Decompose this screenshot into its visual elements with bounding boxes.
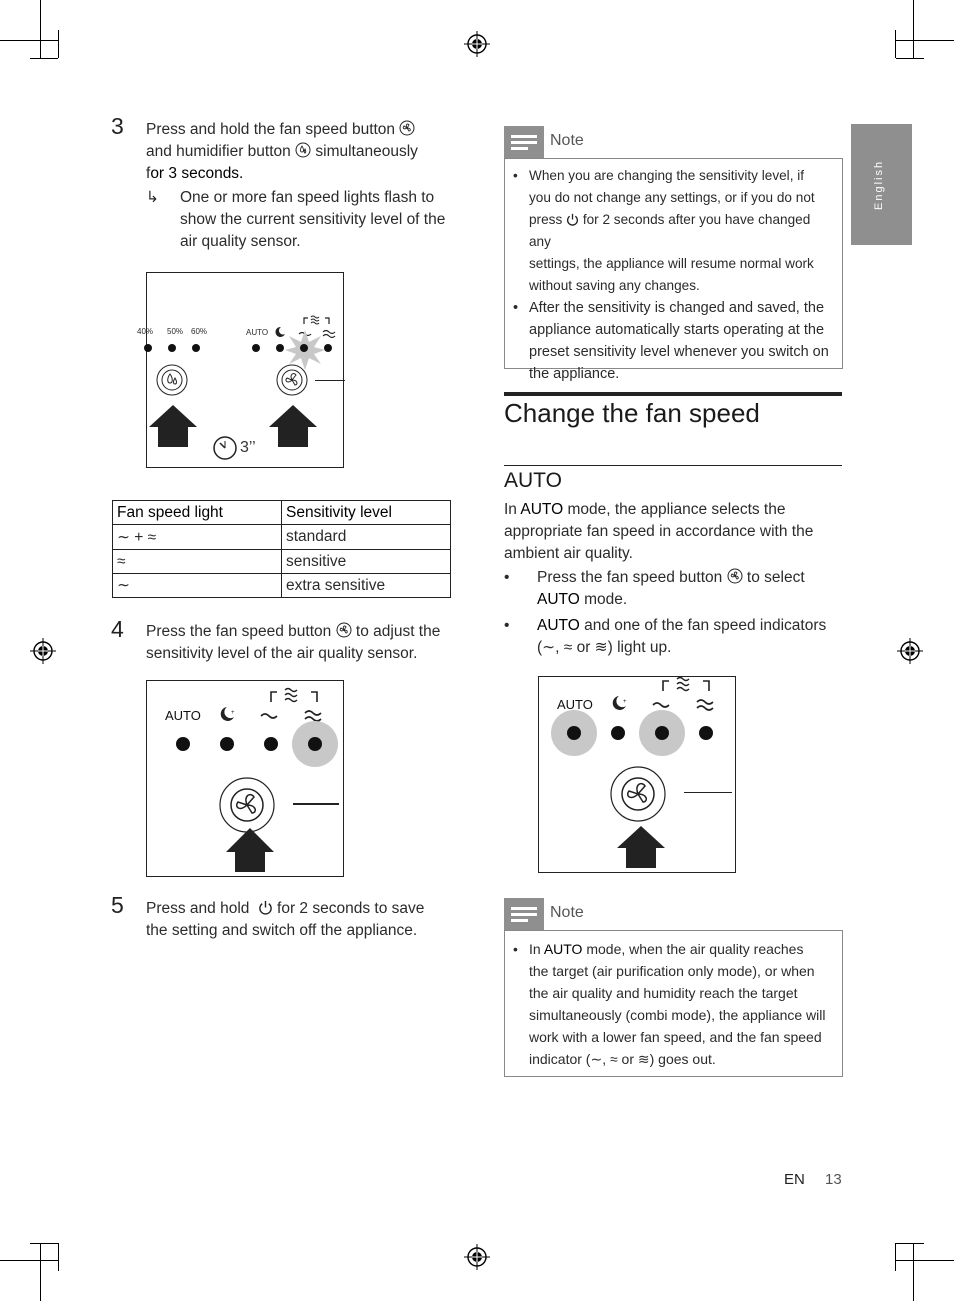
press-arrow-icon bbox=[149, 405, 197, 447]
indicator-light-active bbox=[567, 726, 581, 740]
crop-mark bbox=[40, 1243, 41, 1301]
indicator-light bbox=[611, 726, 625, 740]
fan-button-icon bbox=[399, 120, 415, 136]
press-arrow-icon bbox=[617, 826, 665, 868]
humidifier-button-icon bbox=[295, 142, 311, 158]
table-row bbox=[113, 550, 451, 574]
table-header: Fan speed light bbox=[113, 501, 282, 525]
note-line: settings, the appliance will resume normal work bbox=[529, 256, 814, 271]
bullet-dot: • bbox=[504, 569, 510, 586]
note-line: work with a lower fan speed, and the fan speed bbox=[529, 1029, 822, 1045]
fan-button-icon bbox=[276, 364, 308, 396]
subsection-title: AUTO bbox=[504, 469, 562, 492]
section-paragraph bbox=[504, 499, 844, 565]
table-header-row bbox=[113, 501, 451, 525]
control-panel-diagram-auto bbox=[538, 676, 736, 873]
crop-mark bbox=[30, 1243, 58, 1244]
indicator-light-active bbox=[308, 737, 322, 751]
bullet-dot: • bbox=[513, 300, 519, 316]
language-side-tab bbox=[851, 124, 912, 245]
section-bullet bbox=[504, 615, 849, 659]
table-row bbox=[113, 574, 451, 598]
note-line: for 2 seconds after you have changed any bbox=[529, 212, 811, 249]
language-label: English bbox=[873, 159, 885, 210]
bullet2-auto: AUTO bbox=[537, 617, 580, 634]
note-title: Note bbox=[550, 904, 584, 921]
note-box bbox=[504, 158, 843, 382]
crop-mark bbox=[0, 40, 58, 41]
table-cell-light: ∼ + ≈ bbox=[113, 525, 282, 550]
crop-mark bbox=[896, 40, 954, 41]
note-auto: AUTO bbox=[543, 941, 583, 957]
step-3-result bbox=[146, 187, 466, 253]
crop-mark bbox=[895, 30, 896, 58]
section-rule bbox=[504, 392, 842, 396]
connector-line bbox=[684, 792, 732, 793]
crop-mark bbox=[913, 0, 914, 58]
result-arrow-icon: ↳ bbox=[146, 189, 159, 206]
step-3-line2a: and humidifier button bbox=[146, 143, 291, 160]
bullet2-text2: (∼, ≈ or ≋) light up. bbox=[537, 639, 672, 656]
step-3-line3b: or 3 seconds. bbox=[150, 165, 244, 182]
press-arrow-icon bbox=[269, 405, 317, 447]
power-icon bbox=[566, 213, 579, 226]
humidity-40-label: 40% bbox=[137, 327, 154, 336]
indicator-light bbox=[264, 737, 278, 751]
power-icon bbox=[258, 900, 273, 915]
result-line: air quality sensor. bbox=[180, 233, 301, 250]
crop-mark bbox=[896, 58, 924, 59]
indicator-light bbox=[176, 737, 190, 751]
fan-button-icon bbox=[727, 568, 743, 584]
registration-mark-icon bbox=[464, 31, 490, 57]
note-line: simultaneously (combi mode), the appliance will bbox=[529, 1007, 826, 1023]
auto-label: AUTO bbox=[165, 708, 201, 723]
note-line: When you are changing the sensitivity level, if bbox=[529, 168, 805, 183]
step-4-line1b: to adjust the bbox=[355, 623, 441, 640]
crop-mark bbox=[58, 1243, 59, 1271]
table-cell-light: ≈ bbox=[113, 550, 282, 574]
table-cell-level: standard bbox=[282, 525, 451, 550]
step-5-line2: the setting and switch off the appliance. bbox=[146, 922, 418, 939]
crop-mark bbox=[0, 1260, 58, 1261]
indicator-light bbox=[220, 737, 234, 751]
svg-text:+: + bbox=[231, 710, 235, 716]
note-box bbox=[504, 930, 843, 1077]
note-line: without saving any changes. bbox=[529, 278, 700, 293]
table-cell-level: extra sensitive bbox=[282, 574, 451, 598]
crop-mark bbox=[58, 30, 59, 58]
result-line: One or more fan speed lights flash to bbox=[180, 189, 435, 206]
fan-button-icon bbox=[219, 777, 275, 833]
connector-line bbox=[293, 803, 339, 805]
indicator-light-flashing bbox=[300, 344, 308, 352]
crop-mark bbox=[895, 1243, 896, 1271]
connector-line bbox=[315, 380, 345, 381]
timer-label: 3’’ bbox=[240, 439, 256, 456]
note-line: you do not change any settings, or if you do not bbox=[529, 190, 815, 205]
crop-mark bbox=[40, 0, 41, 58]
fan-button-icon bbox=[610, 766, 666, 822]
step-3-line1: Press and hold the fan speed button bbox=[146, 121, 396, 138]
crop-mark bbox=[913, 1243, 914, 1301]
fan-speed-indicators-icon bbox=[259, 686, 329, 726]
indicator-light bbox=[168, 344, 176, 352]
sleep-icon bbox=[610, 695, 628, 713]
indicator-light bbox=[252, 344, 260, 352]
step-4-line2: sensitivity level of the air quality sensor. bbox=[146, 645, 418, 662]
note-bullet-list bbox=[513, 938, 838, 1070]
bullet-dot: • bbox=[513, 168, 518, 183]
indicator-light bbox=[192, 344, 200, 352]
bullet1-mode: mode. bbox=[584, 591, 628, 608]
bullet1-text2: to select bbox=[746, 569, 805, 586]
bullet-dot: • bbox=[504, 617, 510, 634]
note-line: indicator (∼, ≈ or ≋) goes out. bbox=[529, 1051, 716, 1067]
bullet1-auto: AUTO bbox=[537, 591, 580, 608]
bullet-dot: • bbox=[513, 941, 518, 957]
step-4-line1a: Press the fan speed button bbox=[146, 623, 332, 640]
control-panel-diagram-sensitivity bbox=[137, 272, 344, 468]
note-title: Note bbox=[550, 132, 584, 149]
humidity-50-label: 50% bbox=[167, 327, 184, 336]
section-title: Change the fan speed bbox=[504, 398, 760, 428]
paragraph-line2: appropriate fan speed in accordance with the bbox=[504, 523, 814, 540]
subsection-rule bbox=[504, 465, 842, 466]
table-cell-light: ∼ bbox=[113, 574, 282, 598]
paragraph-line1: mode, the appliance selects the bbox=[567, 501, 786, 518]
fan-button-icon bbox=[336, 622, 352, 638]
note-icon bbox=[504, 126, 544, 158]
indicator-light-active bbox=[655, 726, 669, 740]
step-number: 5 bbox=[111, 892, 124, 918]
note-line: the air quality and humidity reach the target bbox=[529, 985, 798, 1001]
note-icon bbox=[504, 898, 544, 930]
page-number: 13 bbox=[825, 1171, 842, 1188]
auto-label: AUTO bbox=[557, 697, 593, 712]
result-line: show the current sensitivity level of the bbox=[180, 211, 446, 228]
registration-mark-icon bbox=[30, 638, 56, 664]
step-5-line1a: Press and hold bbox=[146, 900, 250, 917]
svg-text:+: + bbox=[623, 699, 627, 705]
press-arrow-icon bbox=[226, 828, 274, 872]
step-number: 4 bbox=[111, 616, 124, 642]
note-line: the target (air purification only mode), or when bbox=[529, 963, 815, 979]
note-line: After the sensitivity is changed and saved, the bbox=[529, 300, 825, 316]
humidity-60-label: 60% bbox=[191, 327, 208, 336]
note-line: mode, when the air quality reaches bbox=[586, 941, 804, 957]
note-bullet-list bbox=[513, 165, 835, 385]
bullet1-text: Press the fan speed button bbox=[537, 569, 723, 586]
paragraph-in: In bbox=[504, 501, 517, 518]
step-3-text bbox=[146, 119, 466, 185]
table-row bbox=[113, 525, 451, 550]
sensitivity-table bbox=[112, 500, 451, 598]
indicator-light bbox=[324, 344, 332, 352]
registration-mark-icon bbox=[464, 1244, 490, 1270]
timer-icon bbox=[212, 434, 238, 460]
sleep-icon bbox=[218, 706, 236, 724]
table-cell-level: sensitive bbox=[282, 550, 451, 574]
footer-language: EN bbox=[784, 1171, 805, 1188]
step-3-line2b: simultaneously bbox=[315, 143, 418, 160]
crop-mark bbox=[896, 1243, 924, 1244]
note-line-press: press bbox=[529, 212, 563, 227]
crop-mark bbox=[896, 1260, 954, 1261]
step-4-text bbox=[146, 621, 466, 665]
control-panel-diagram-fan bbox=[146, 680, 344, 877]
step-5-line1b: for 2 seconds to save bbox=[277, 900, 425, 917]
indicator-light bbox=[276, 344, 284, 352]
note-line: preset sensitivity level whenever you switch on bbox=[529, 344, 829, 360]
fan-speed-indicators-icon bbox=[651, 675, 721, 715]
registration-mark-icon bbox=[897, 638, 923, 664]
paragraph-line3: ambient air quality. bbox=[504, 545, 633, 562]
indicator-light bbox=[144, 344, 152, 352]
note-line: appliance automatically starts operating at the bbox=[529, 322, 825, 338]
step-number: 3 bbox=[111, 113, 124, 139]
table-header: Sensitivity level bbox=[282, 501, 451, 525]
crop-mark bbox=[30, 58, 58, 59]
bullet2-text: and one of the fan speed indicators bbox=[584, 617, 827, 634]
note-line: the appliance. bbox=[529, 366, 620, 382]
section-bullet bbox=[504, 567, 844, 611]
step-3-line3a: f bbox=[146, 165, 151, 182]
step-5-text bbox=[146, 898, 466, 942]
note-in: In bbox=[529, 941, 541, 957]
indicator-light bbox=[699, 726, 713, 740]
humidifier-button-icon bbox=[156, 364, 188, 396]
auto-label: AUTO bbox=[246, 328, 269, 337]
paragraph-auto: AUTO bbox=[520, 501, 564, 518]
